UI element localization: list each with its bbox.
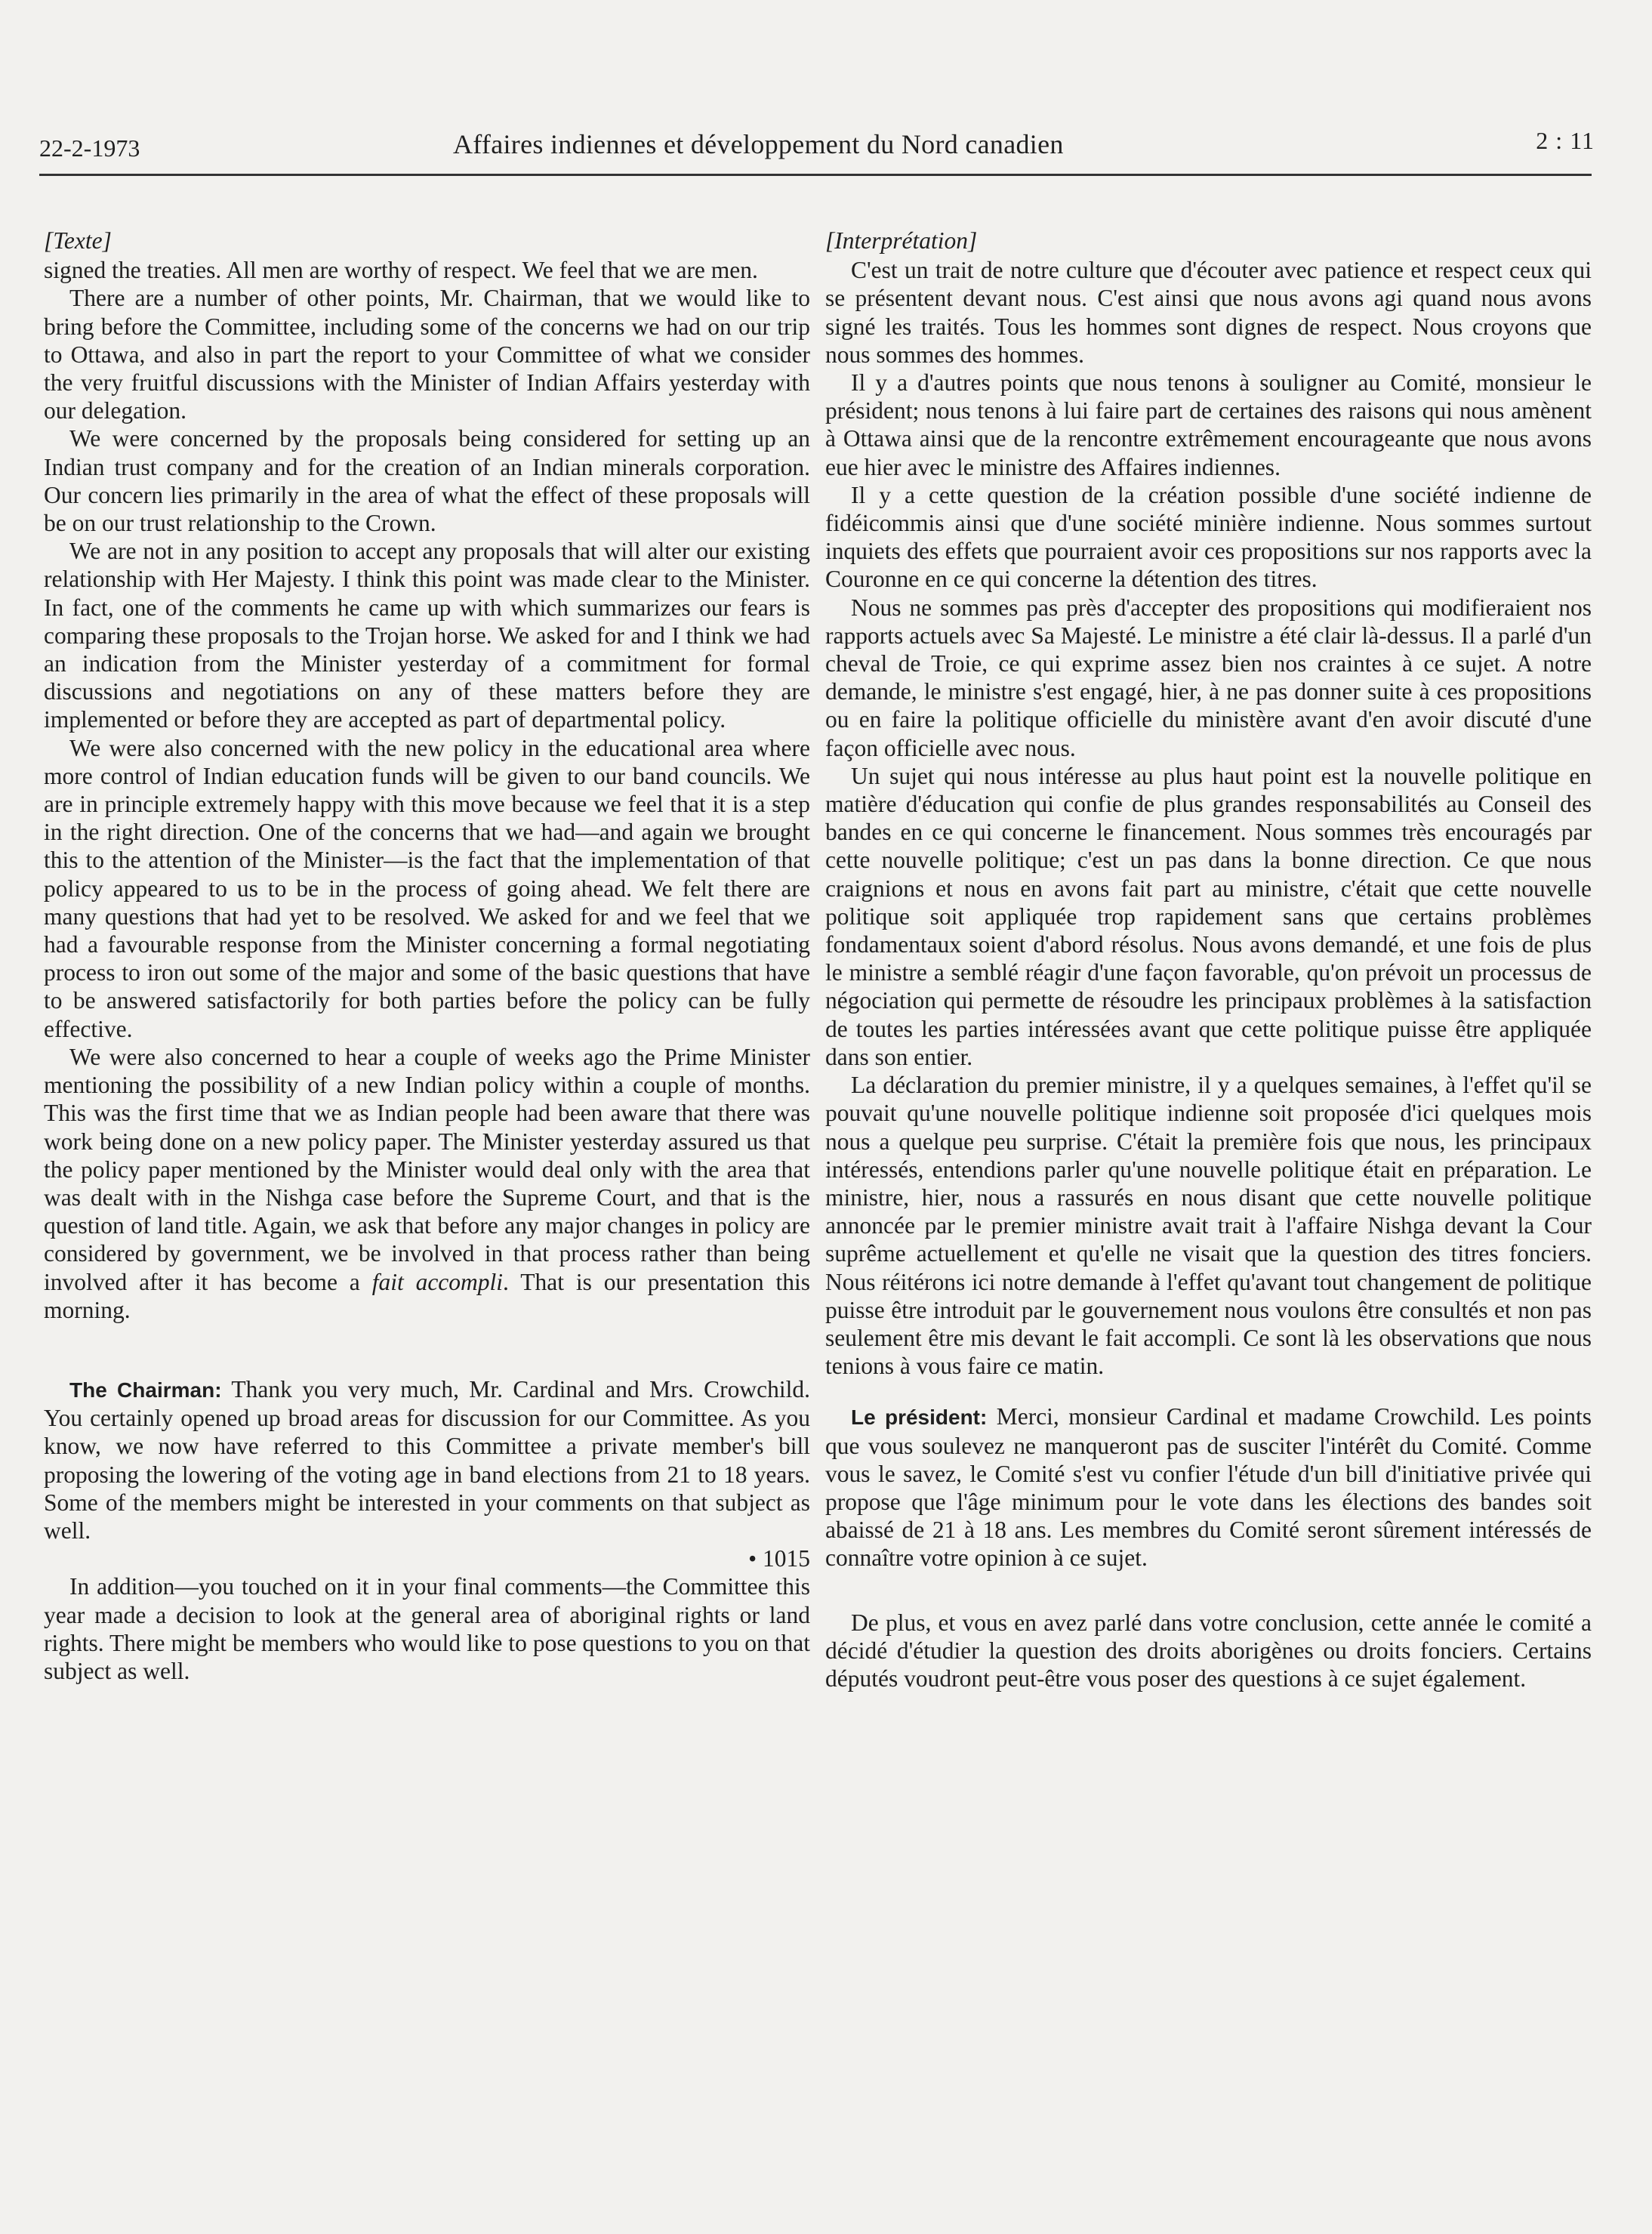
paragraph: Il y a cette question de la création possible d'une société indienne de fidéicommis ainsi que d'une société minière indienne. Nous sommes surtout inquiets des effets que pourraient avoir ces propositions sur nos rapports avec la Couronne en ce qui concerne la détention des titres. — [825, 481, 1592, 593]
header-page-number: 2 : 11 — [1536, 127, 1595, 154]
time-marker: • 1015 — [748, 1545, 810, 1572]
paragraph-text: We were also concerned to hear a couple of weeks ago the Prime Minister mentioning the possibility of a new Indian policy within a couple of months. This was the first time that we as Indian people had been aware that there was work being done on a new policy paper. The Minister yesterday assured us that the policy paper mentioned by the Minister would deal only with the area that was dealt with in the Nishga case before the Supreme Court, and that is the question of land title. Again, we ask that before any major changes in policy are considered by government, we be involved in that process rather than being involved after it has become a — [44, 1043, 810, 1295]
paragraph: Il y a d'autres points que nous tenons à souligner au Comité, monsieur le président; nous tenons à lui faire part de certaines des raisons qui nous amènent à Ottawa ainsi que de la rencontre extrêmement encourageante que nous avons eue hier avec le ministre des Affaires indiennes. — [825, 369, 1592, 480]
paragraph-text: . That is our presentation this morning. — [44, 1268, 810, 1323]
paragraph: We were concerned by the proposals being considered for setting up an Indian trust company and for the creation of an Indian minerals corporation. Our concern lies primarily in the area of what the effect of these proposals will be on our trust relationship to the Crown. — [44, 425, 810, 537]
paragraph: There are a number of other points, Mr. Chairman, that we would like to bring before the Committee, including some of the concerns we had on our trip to Ottawa, and also in part the report to your Committee of what we consider the very fruitful discussions with the Minister of Indian Affairs yesterday with our delegation. — [44, 285, 810, 424]
column-label-interpretation: [Interprétation] — [825, 227, 978, 254]
paragraph: C'est un trait de notre culture que d'écouter avec patience et respect ceux qui se présentent devant nous. C'est ainsi que nous avons agi quand nous avons signé les traités. Tous les hommes sont dignes de respect. Nous croyons que nous sommes des hommes. — [825, 257, 1592, 368]
column-label-texte: [Texte] — [44, 227, 112, 254]
paragraph: We are not in any position to accept any proposals that will alter our existing relationship with Her Majesty. I think this point was made clear to the Minister. In fact, one of the comments he came up with which summarizes our fears is comparing these proposals to the Trojan horse. We asked for and I think we had an indication from the Minister yesterday of a commitment for formal discussions and negotiations on any of these matters before they are implemented or before they are accepted as part of departmental policy. — [44, 538, 810, 733]
italic-phrase: fait accompli — [371, 1268, 504, 1295]
paragraph: We were also concerned with the new policy in the educational area where more control of Indian education funds will be given to our band councils. We are in principle extremely happy with this move because we feel that it is a step in the right direction. One of the concerns that we had—and again we brought this to the attention of the Minister—is the fact that the implementation of that policy appeared to us to be in the process of going ahead. We felt there are many questions that had yet to be resolved. We asked for and we feel that we had a favourable response from the Minister concerning a formal negotiating process to iron out some of the major and some of the basic questions that have to be answered satisfactorily for both parties before the policy can be fully effective. — [44, 734, 810, 1042]
paragraph: Un sujet qui nous intéresse au plus haut point est la nouvelle politique en matière d'éducation qui confie de plus grandes responsabilités au Conseil des bandes en ce qui concerne le financement. Nous sommes très encouragés par cette nouvelle politique; c'est un pas dans la bonne direction. Ce que nous craignions et nous en avons fait part au ministre, c'était que cette nouvelle politique soit appliquée trop rapidement sans que certains problèmes fondamentaux soient d'abord résolus. Nous avons demandé, et une fois de plus le ministre a semblé réagir d'une façon favorable, qu'on prévoit un processus de négociation qui permette de résoudre les principaux problèmes à la satisfaction de toutes les parties intéressées avant que cette politique puisse être appliquée dans son entier. — [825, 762, 1592, 1070]
speaker-name: Le président: — [851, 1406, 988, 1430]
chairman-statement — [44, 1375, 810, 1544]
paragraph: De plus, et vous en avez parlé dans votre conclusion, cette année le comité a décidé d'étudier la question des droits aborigènes ou droits fonciers. Certains députés voudront peut-être vous poser des questions à ce sujet également. — [825, 1609, 1592, 1692]
statement-text: Merci, monsieur Cardinal et madame Crowchild. Les points que vous soulevez ne manqueront pas de susciter l'intérêt du Comité. Comme vous le savez, le Comité s'est vu confier l'étude d'un bill d'initiative privée qui propose que l'âge minimum pour le vote dans les élections des bandes soit abaissé de 21 à 18 ans. Les membres du Comité seront sûrement intéressés de connaître votre opinion à ce sujet. — [825, 1403, 1592, 1572]
paragraph: In addition—you touched on it in your final comments—the Committee this year made a decision to look at the general area of aboriginal rights or land rights. There might be members who would like to pose questions to you on that subject as well. — [44, 1573, 810, 1684]
french-column — [825, 227, 1592, 1692]
speaker-name: The Chairman: — [69, 1378, 222, 1402]
paragraph: signed the treaties. All men are worthy of respect. We feel that we are men. — [44, 257, 758, 284]
header-title: Affaires indiennes et développement du Nord canadien — [453, 129, 1064, 159]
paragraph: La déclaration du premier ministre, il y a quelques semaines, à l'effet qu'il se pouvait qu'une nouvelle politique indienne soit proposée d'ici quelques mois nous a quelque peu surprise. C'était la première fois que nous, les principaux intéressés, entendions parler qu'une nouvelle politique était en préparation. Le ministre, hier, nous a rassurés en nous disant que cette nouvelle politique annoncée par le premier ministre avait trait à l'affaire Nishga devant la Cour suprême actuellement et qu'elle ne visait que la question des titres fonciers. Nous réitérons ici notre demande à l'effet qu'avant tout changement de politique puisse être introduit par le gouvernement nous voulons être consultés et non pas seulement être mis devant le fait accompli. Ce sont là les observations que nous tenions à vous faire ce matin. — [825, 1072, 1592, 1380]
paragraph: Nous ne sommes pas près d'accepter des propositions qui modifieraient nos rapports actuels avec Sa Majesté. Le ministre a été clair là-dessus. Il a parlé d'un cheval de Troie, ce qui exprime assez bien nos craintes à ce sujet. A notre demande, le ministre s'est engagé, hier, à ne pas donner suite à ces propositions ou en faire la politique officielle du ministère avant d'en avoir discuté d'une façon officielle avec nous. — [825, 594, 1592, 761]
paragraph — [44, 1043, 810, 1324]
president-statement — [825, 1402, 1592, 1572]
english-column — [44, 227, 810, 1685]
page-header — [39, 127, 1595, 180]
header-rule — [39, 174, 1592, 176]
statement-text: Thank you very much, Mr. Cardinal and Mrs. Crowchild. You certainly opened up broad areas for discussion for our Committee. As you know, we now have referred to this Committee a private member's bill proposing the lowering of the voting age in band elections from 21 to 18 years. Some of the members might be interested in your comments on that subject as well. — [44, 1375, 810, 1544]
header-date: 22-2-1973 — [39, 134, 140, 162]
